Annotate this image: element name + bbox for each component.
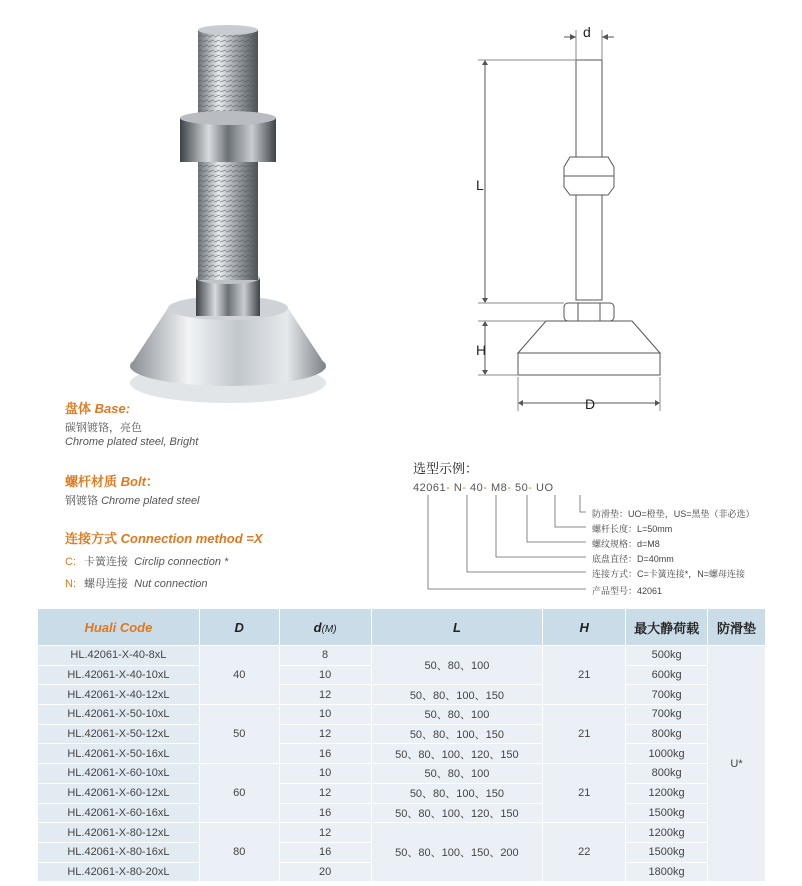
- bolt-desc: 钢镀铬 Chrome plated steel: [65, 495, 200, 507]
- cell-load: 1200kg: [626, 823, 708, 843]
- table-row: [38, 823, 766, 843]
- cell-load: 1500kg: [626, 803, 708, 823]
- cell-code: HL.42061-X-40-10xL: [38, 665, 200, 685]
- table-row: [38, 705, 766, 725]
- cell-d: 8: [279, 646, 371, 666]
- cell-L: 50、80、100、150: [371, 685, 543, 705]
- cell-L: 50、80、100、120、150: [371, 744, 543, 764]
- table-header-row: [38, 609, 766, 646]
- dim-H-label: H: [476, 342, 487, 358]
- cell-H: 21: [543, 764, 626, 823]
- cell-d: 10: [279, 665, 371, 685]
- cell-code: HL.42061-X-60-16xL: [38, 803, 200, 823]
- dim-L-label: L: [476, 177, 484, 193]
- example-note: 螺杆长度：L=50mm: [592, 524, 673, 534]
- cell-d: 12: [279, 823, 371, 843]
- cell-L: 50、80、100: [371, 646, 543, 685]
- bolt-title: 螺杆材质 Bolt：: [65, 474, 159, 489]
- cell-code: HL.42061-X-60-12xL: [38, 783, 200, 803]
- cell-D: 50: [199, 705, 279, 764]
- connection-title: 连接方式 Connection method =X: [65, 531, 263, 546]
- col-header-load: 最大静荷载: [626, 609, 708, 646]
- base-desc-en: Chrome plated steel, Bright: [65, 436, 199, 448]
- cell-d: 16: [279, 744, 371, 764]
- cell-code: HL.42061-X-80-16xL: [38, 842, 200, 862]
- example-note: 底盘直径：D=40mm: [592, 554, 674, 564]
- cell-L: 50、80、100: [371, 705, 543, 725]
- cell-load: 500kg: [626, 646, 708, 666]
- example-note: 螺纹规格：d=M8: [592, 539, 660, 549]
- dim-D-label: D: [585, 396, 596, 412]
- cell-load: 700kg: [626, 685, 708, 705]
- base-title: 盘体 Base:: [65, 401, 131, 416]
- cell-code: HL.42061-X-50-16xL: [38, 744, 200, 764]
- col-header-D: D: [199, 609, 279, 646]
- example-note: 连接方式：C=卡簧连接*，N=螺母连接: [592, 569, 746, 579]
- cell-load: 800kg: [626, 724, 708, 744]
- cell-d: 16: [279, 803, 371, 823]
- table-row: [38, 803, 766, 823]
- cell-H: 22: [543, 823, 626, 882]
- cell-D: 80: [199, 823, 279, 882]
- cell-d: 10: [279, 705, 371, 725]
- connection-c: C: 卡簧连接 Circlip connection *: [65, 556, 229, 568]
- dimension-drawing: [476, 15, 680, 415]
- table-row: [38, 783, 766, 803]
- table-row: [38, 724, 766, 744]
- cell-load: 1500kg: [626, 842, 708, 862]
- cell-pad: U*: [708, 646, 766, 882]
- dim-d-label: d: [583, 24, 591, 40]
- cell-L: 50、80、100、150、200: [371, 823, 543, 882]
- cell-code: HL.42061-X-80-20xL: [38, 862, 200, 882]
- cell-L: 50、80、100、150: [371, 783, 543, 803]
- example-leader-lines: [410, 495, 590, 600]
- cell-d: 12: [279, 783, 371, 803]
- cell-code: HL.42061-X-80-12xL: [38, 823, 200, 843]
- cell-load: 600kg: [626, 665, 708, 685]
- base-desc-cn: 碳钢镀铬，亮色: [65, 422, 142, 434]
- product-photo: [118, 18, 338, 410]
- cell-code: HL.42061-X-40-8xL: [38, 646, 200, 666]
- cell-H: 21: [543, 646, 626, 705]
- cell-d: 12: [279, 724, 371, 744]
- cell-H: 21: [543, 705, 626, 764]
- cell-load: 700kg: [626, 705, 708, 725]
- cell-D: 60: [199, 764, 279, 823]
- cell-load: 1000kg: [626, 744, 708, 764]
- spec-table: [37, 608, 766, 882]
- cell-d: 16: [279, 842, 371, 862]
- cell-d: 12: [279, 685, 371, 705]
- cell-load: 1200kg: [626, 783, 708, 803]
- col-header-code: Huali Code: [38, 609, 200, 646]
- cell-d: 10: [279, 764, 371, 784]
- table-row: [38, 685, 766, 705]
- cell-load: 1800kg: [626, 862, 708, 882]
- cell-load: 800kg: [626, 764, 708, 784]
- example-note: 防滑垫：UO=橙垫，US=黑垫（非必选）: [592, 509, 755, 519]
- col-header-H: H: [543, 609, 626, 646]
- cell-code: HL.42061-X-60-10xL: [38, 764, 200, 784]
- cell-d: 20: [279, 862, 371, 882]
- col-header-pad: 防滑垫: [708, 609, 766, 646]
- cell-code: HL.42061-X-50-12xL: [38, 724, 200, 744]
- col-header-L: L: [371, 609, 543, 646]
- table-row: [38, 646, 766, 666]
- example-code: 42061- N- 40- M8- 50- UO: [413, 482, 554, 494]
- cell-code: HL.42061-X-50-10xL: [38, 705, 200, 725]
- connection-n: N: 螺母连接 Nut connection: [65, 578, 208, 590]
- example-title: 选型示例：: [413, 461, 479, 476]
- table-row: [38, 744, 766, 764]
- table-row: [38, 764, 766, 784]
- col-header-d: d(M): [279, 609, 371, 646]
- cell-code: HL.42061-X-40-12xL: [38, 685, 200, 705]
- cell-L: 50、80、100: [371, 764, 543, 784]
- cell-D: 40: [199, 646, 279, 705]
- cell-L: 50、80、100、120、150: [371, 803, 543, 823]
- cell-L: 50、80、100、150: [371, 724, 543, 744]
- example-note: 产品型号：42061: [592, 586, 663, 596]
